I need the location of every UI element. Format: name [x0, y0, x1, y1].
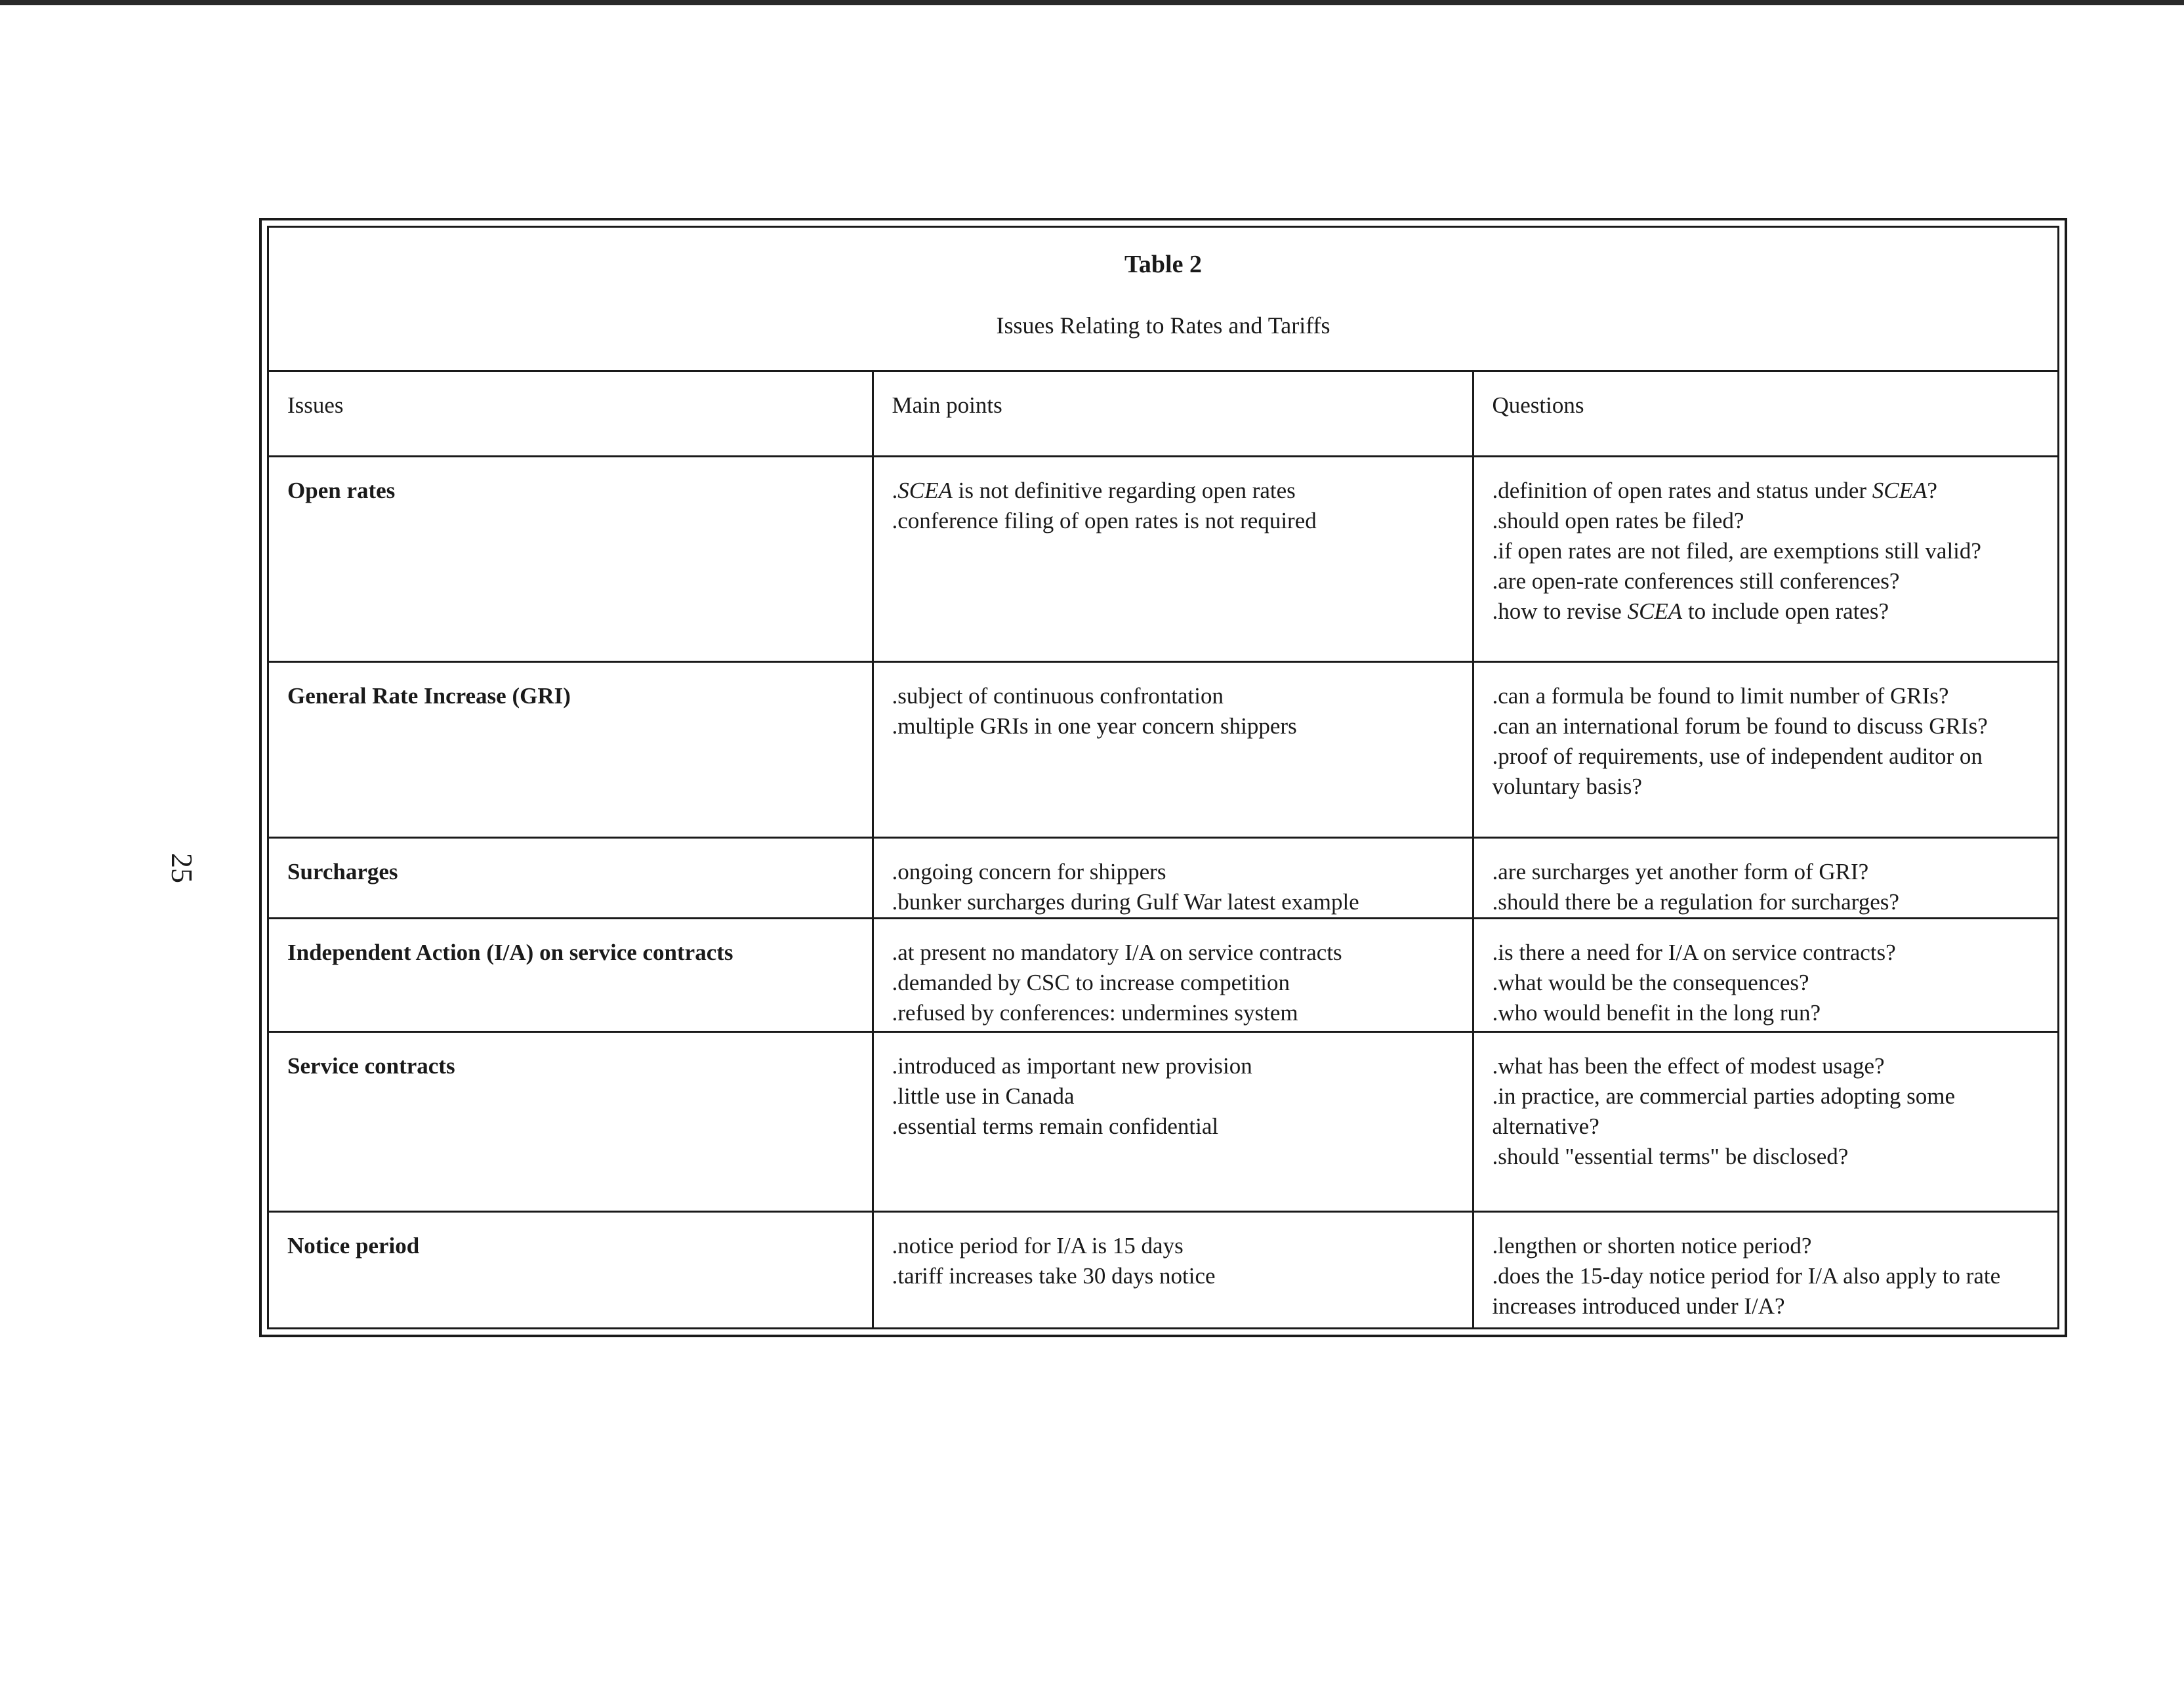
text-segment: .bunker surcharges during Gulf War latest example [892, 888, 1359, 915]
question-line [1493, 968, 2040, 998]
questions-cell [1473, 662, 2057, 837]
main-points-cell [873, 919, 1473, 1032]
main-point-line [892, 1051, 1454, 1081]
main-point-line [892, 857, 1454, 887]
question-line [1493, 681, 2040, 711]
main-point-line [892, 887, 1454, 917]
text-segment: .should there be a regulation for surcharges? [1492, 888, 1899, 915]
page-number: 25 [165, 853, 199, 883]
main-points-cell [873, 456, 1473, 662]
question-line [1493, 887, 2040, 917]
text-segment: .should "essential terms" be disclosed? [1492, 1144, 1849, 1170]
table-row [269, 1032, 2057, 1211]
question-line [1493, 711, 2040, 741]
text-segment: .are open-rate conferences still conferences? [1492, 568, 1900, 594]
text-segment: .can a formula be found to limit number of GRIs? [1492, 683, 1949, 709]
main-point-line [892, 1081, 1454, 1112]
question-line [1493, 741, 2040, 802]
issue-cell: Open rates [269, 456, 873, 662]
main-point-line [892, 506, 1454, 536]
main-points-cell [873, 1211, 1473, 1327]
text-segment: .notice period for I/A is 15 days [892, 1232, 1184, 1259]
table-row [269, 837, 2057, 919]
text-segment: is not definitive regarding open rates [952, 477, 1296, 503]
questions-cell [1473, 919, 2057, 1032]
question-line [1493, 998, 2040, 1028]
text-segment: .subject of continuous confrontation [892, 683, 1224, 709]
text-segment: .who would benefit in the long run? [1492, 1000, 1821, 1026]
question-line [1493, 1142, 2040, 1172]
text-segment: .proof of requirements, use of independent auditor on voluntary basis? [1492, 743, 1983, 800]
text-segment: . [892, 477, 898, 503]
main-point-line [892, 711, 1454, 741]
text-segment: .essential terms remain confidential [892, 1113, 1219, 1140]
question-line [1493, 1081, 2040, 1142]
questions-cell [1473, 1211, 2057, 1327]
question-line [1493, 857, 2040, 887]
question-line [1493, 1051, 2040, 1081]
text-segment: .in practice, are commercial parties adopting some alternative? [1492, 1083, 1956, 1140]
italic-term: SCEA [1627, 598, 1683, 624]
column-header-questions: Questions [1473, 372, 2057, 456]
text-segment: ? [1927, 477, 1937, 503]
text-segment: .little use in Canada [892, 1083, 1075, 1110]
question-line [1493, 938, 2040, 968]
column-header-issues: Issues [269, 372, 873, 456]
issue-cell: Surcharges [269, 837, 873, 919]
column-header-main-points: Main points [873, 372, 1473, 456]
text-segment: .demanded by CSC to increase competition [892, 970, 1290, 996]
issue-cell: Service contracts [269, 1032, 873, 1211]
table-grid [269, 372, 2057, 1327]
rates-tariffs-table [259, 218, 2067, 1337]
question-line [1493, 596, 2040, 627]
italic-term: SCEA [1872, 477, 1927, 503]
question-line [1493, 566, 2040, 596]
text-segment: .what has been the effect of modest usage? [1492, 1053, 1885, 1079]
text-segment: .if open rates are not filed, are exemptions still valid? [1492, 537, 1981, 564]
text-segment: .lengthen or shorten notice period? [1492, 1232, 1812, 1259]
table-row [269, 662, 2057, 837]
main-point-line [892, 476, 1454, 506]
questions-cell [1473, 456, 2057, 662]
table-row [269, 919, 2057, 1032]
text-segment: .ongoing concern for shippers [892, 858, 1166, 884]
header-row [269, 372, 2057, 456]
main-point-line [892, 681, 1454, 711]
main-point-line [892, 1231, 1454, 1261]
text-segment: .how to revise [1492, 598, 1628, 624]
text-segment: .refused by conferences: undermines system [892, 1000, 1298, 1026]
main-point-line [892, 998, 1454, 1028]
table-caption [269, 228, 2057, 372]
text-segment: .introduced as important new provision [892, 1053, 1252, 1079]
main-point-line [892, 1112, 1454, 1142]
main-points-cell [873, 1032, 1473, 1211]
scan-top-edge [0, 0, 2184, 5]
text-segment: .at present no mandatory I/A on service contracts [892, 940, 1342, 966]
questions-cell [1473, 837, 2057, 919]
table-label: Table 2 [1124, 251, 1202, 278]
main-points-cell [873, 662, 1473, 837]
question-line [1493, 536, 2040, 566]
table-body [269, 456, 2057, 1327]
table-row [269, 1211, 2057, 1327]
questions-cell [1473, 1032, 2057, 1211]
text-segment: .what would be the consequences? [1492, 970, 1809, 996]
table-title: Issues Relating to Rates and Tariffs [996, 312, 1330, 339]
question-line [1493, 476, 2040, 506]
main-point-line [892, 968, 1454, 998]
text-segment: .definition of open rates and status under [1492, 477, 1872, 503]
question-line [1493, 1231, 2040, 1261]
table-inner-border [267, 226, 2059, 1329]
issue-cell: Independent Action (I/A) on service contracts [269, 919, 873, 1032]
text-segment: .tariff increases take 30 days notice [892, 1262, 1216, 1289]
main-point-line [892, 1261, 1454, 1291]
main-point-line [892, 938, 1454, 968]
main-points-cell [873, 837, 1473, 919]
text-segment: .does the 15-day notice period for I/A also apply to rate increases introduced under I/A? [1492, 1262, 2001, 1319]
table-row [269, 456, 2057, 662]
text-segment: to include open rates? [1682, 598, 1889, 624]
question-line [1493, 1261, 2040, 1321]
issue-cell: Notice period [269, 1211, 873, 1327]
text-segment: .should open rates be filed? [1492, 507, 1744, 533]
text-segment: .can an international forum be found to discuss GRIs? [1492, 713, 1988, 739]
text-segment: .multiple GRIs in one year concern shippers [892, 713, 1297, 739]
text-segment: .are surcharges yet another form of GRI? [1492, 858, 1869, 884]
italic-term: SCEA [897, 477, 953, 503]
question-line [1493, 506, 2040, 536]
text-segment: .conference filing of open rates is not required [892, 507, 1317, 533]
text-segment: .is there a need for I/A on service contracts? [1492, 940, 1896, 966]
issue-cell: General Rate Increase (GRI) [269, 662, 873, 837]
